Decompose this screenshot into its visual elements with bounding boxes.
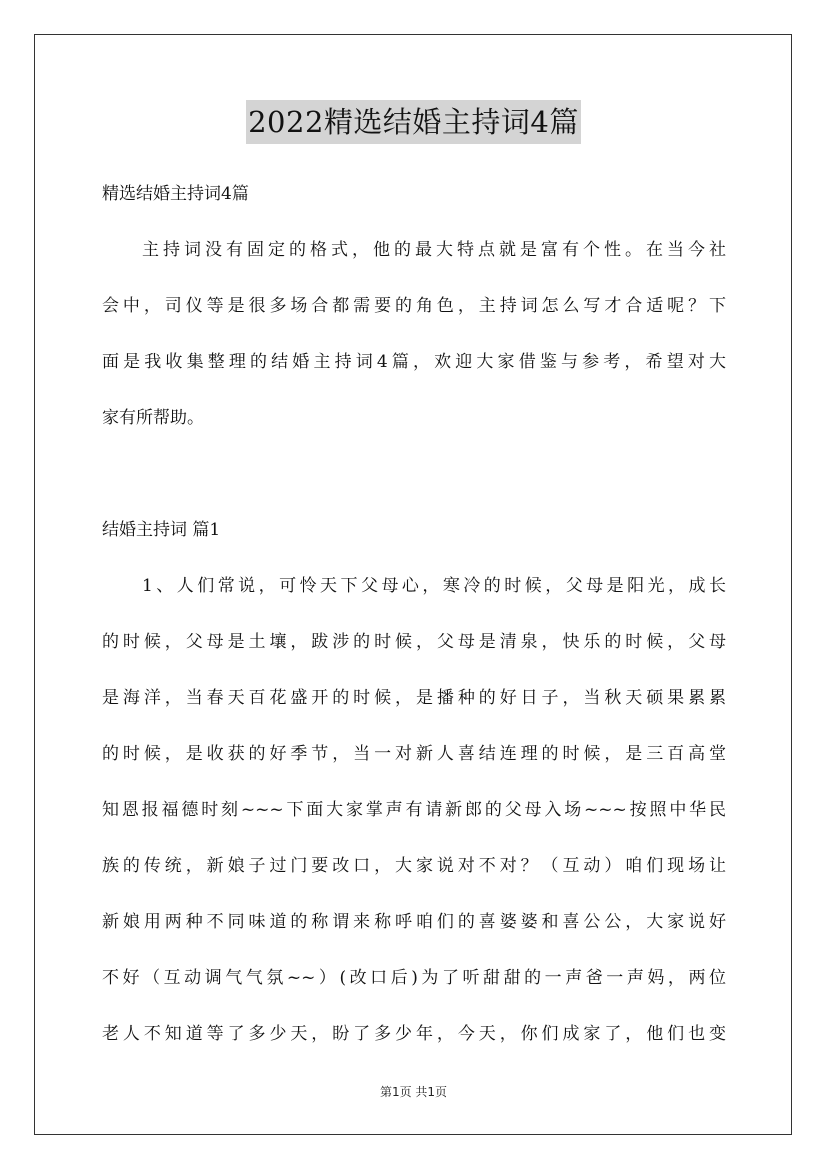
paragraph-gap (102, 446, 726, 502)
section-heading: 结婚主持词 篇1 (102, 520, 221, 540)
section-line-6: 族的传统，新娘子过门要改口，大家说对不对？（互动）咱们现场让 (102, 856, 726, 876)
page-footer: 第1页 共1页 (379, 1085, 448, 1099)
intro-line-4: 家有所帮助。 (102, 408, 204, 428)
document-subtitle: 精选结婚主持词4篇 (102, 184, 249, 204)
intro-line-1: 主持词没有固定的格式，他的最大特点就是富有个性。在当今社 (142, 240, 726, 260)
intro-line-2: 会中，司仪等是很多场合都需要的角色，主持词怎么写才合适呢？下 (102, 296, 726, 316)
section-line-5: 知恩报福德时刻~~~下面大家掌声有请新郎的父母入场~~~按照中华民 (102, 800, 726, 820)
document-title: 2022精选结婚主持词4篇 (246, 100, 581, 144)
section-line-7: 新娘用两种不同味道的称谓来称呼咱们的喜婆婆和喜公公，大家说好 (102, 912, 726, 932)
section-line-3: 是海洋，当春天百花盛开的时候，是播种的好日子，当秋天硕果累累 (102, 688, 726, 708)
section-line-2: 的时候，父母是土壤，跋涉的时候，父母是清泉，快乐的时候，父母 (102, 632, 726, 652)
intro-line-3: 面是我收集整理的结婚主持词4篇，欢迎大家借鉴与参考，希望对大 (102, 352, 726, 372)
section-line-4: 的时候，是收获的好季节，当一对新人喜结连理的时候，是三百高堂 (102, 744, 726, 764)
title-container (0, 100, 827, 144)
document-body (102, 166, 726, 1062)
section-line-8: 不好（互动调气气氛~~）(改口后)为了听甜甜的一声爸一声妈，两位 (102, 968, 726, 988)
section-line-1: 1、人们常说，可怜天下父母心，寒冷的时候，父母是阳光，成长 (142, 576, 726, 596)
section-line-9: 老人不知道等了多少天，盼了多少年，今天，你们成家了，他们也变 (102, 1024, 726, 1044)
